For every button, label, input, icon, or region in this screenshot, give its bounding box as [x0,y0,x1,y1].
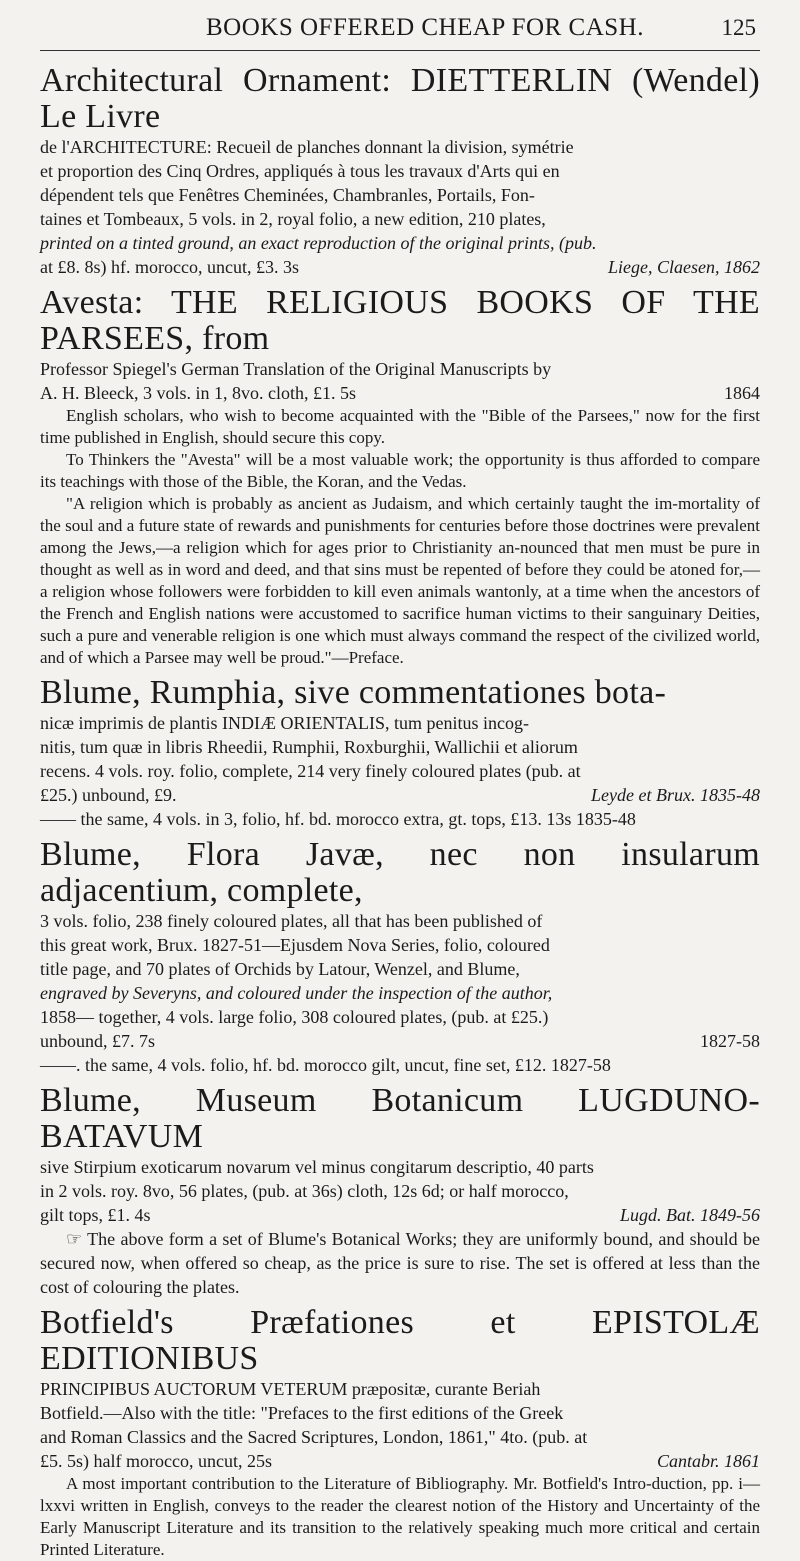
entry-avesta [40,285,760,669]
entry-line: A. H. Bleeck, 3 vols. in 1, 8vo. cloth, £1. 5s [40,383,356,403]
entry-line: and Roman Classics and the Sacred Scriptures, London, 1861," 4to. (pub. at [40,1427,588,1447]
running-title: BOOKS OFFERED CHEAP FOR CASH. [206,14,644,41]
page-number: 125 [721,15,756,40]
entry-blume-museum-botanicum [40,1083,760,1299]
entry-variant: —— the same, 4 vols. in 3, folio, hf. bd. morocco extra, gt. tops, £13. 13s 1835-48 [40,809,636,829]
entry-line: title page, and 70 plates of Orchids by Latour, Wenzel, and Blume, [40,959,520,979]
entry-botfield-praefationes [40,1305,760,1561]
entry-imprint: 1864 [724,383,760,403]
entry-line: Botfield.—Also with the title: "Prefaces to the first editions of the Greek [40,1403,564,1423]
entry-line: at £8. 8s) hf. morocco, uncut, £3. 3s [40,257,299,277]
entry-heading: Architectural Ornament: DIETTERLIN (Wendel) Le Livre [40,62,760,135]
entry-line: taines et Tombeaux, 5 vols. in 2, royal folio, a new edition, 210 plates, [40,209,546,229]
entry-variant: ——. the same, 4 vols. folio, hf. bd. morocco gilt, uncut, fine set, £12. 1827-58 [40,1055,611,1075]
entry-imprint: 1827-58 [700,1031,760,1051]
entry-imprint: Lugd. Bat. 1849-56 [619,1205,760,1225]
entry-line: £5. 5s) half morocco, uncut, 25s [40,1451,272,1471]
entry-line: 3 vols. folio, 238 finely coloured plates, all that has been published of [40,911,543,931]
entry-blume-flora-javae [40,837,760,1077]
entry-imprint: Leyde et Brux. 1835-48 [591,785,760,805]
entry-line: £25.) unbound, £9. [40,785,177,805]
entry-line: printed on a tinted ground, an exact reproduction of the original prints, (pub. [40,233,597,253]
entry-heading: Botfield's Præfationes et EPISTOLÆ EDITIONIBUS [40,1304,760,1377]
entry-line: 1858— together, 4 vols. large folio, 308 coloured plates, (pub. at £25.) [40,1007,549,1027]
entry-heading: Avesta: THE RELIGIOUS BOOKS OF THE PARSEES, from [40,284,760,357]
entry-note: English scholars, who wish to become acquainted with the "Bible of the Parsees," now for the first time published in English, should secure this copy. [40,406,760,447]
entry-line: PRINCIPIBUS AUCTORUM VETERUM præpositæ, curante Beriah [40,1379,541,1399]
entry-line: recens. 4 vols. roy. folio, complete, 214 very finely coloured plates (pub. at [40,761,581,781]
entry-imprint: Liege, Claesen, 1862 [608,257,760,277]
entry-heading: Blume, Flora Javæ, nec non insularum adjacentium, complete, [40,836,760,909]
entry-note: "A religion which is probably as ancient as Judaism, and which certainly taught the im-mortality of the soul and a future state of rewards and punishments for centuries before those doctrines were prevalent among the Jews,—a religion which for ages prior to Christianity an-nounced that men must be pure in thought as well as in word and deed, and that sins must be repented of before they could be atoned for,—a religion whose followers were forbidden to kill even animals wantonly, at a time when the ancestors of the French and English nations were accustomed to sacrifice human victims to their sanguinary Deities, such a pure and venerable religion is one which must always command the respect of the civilized world, and of which a Parsee may well be proud."—Preface. [40,494,760,667]
entry-heading: Blume, Museum Botanicum LUGDUNO-BATAVUM [40,1082,760,1155]
page-header [40,14,760,42]
entry-line: unbound, £7. 7s [40,1031,156,1051]
entry-imprint: Cantabr. 1861 [656,1451,760,1471]
entry-line: nitis, tum quæ in libris Rheedii, Rumphii, Roxburghii, Wallichii et aliorum [40,737,578,757]
entry-line: de l'ARCHITECTURE: Recueil de planches donnant la division, symétrie [40,137,574,157]
entry-heading: Blume, Rumphia, sive commentationes bota- [40,674,667,711]
entry-note: ☞ The above form a set of Blume's Botanical Works; they are uniformly bound, and should be secured now, when offered so cheap, as the price is sure to rise. The set is offered at less than the cost of colouring the plates. [40,1229,760,1297]
entry-line: this great work, Brux. 1827-51—Ejusdem Nova Series, folio, coloured [40,935,550,955]
entry-architectural-ornament [40,63,760,279]
entry-line: sive Stirpium exoticarum novarum vel minus congitarum descriptio, 40 parts [40,1157,594,1177]
entry-blume-rumphia [40,675,760,831]
header-rule [40,50,760,51]
entry-line: engraved by Severyns, and coloured under the inspection of the author, [40,983,553,1003]
entry-line: dépendent tels que Fenêtres Cheminées, Chambranles, Portails, Fon- [40,185,535,205]
entry-line: et proportion des Cinq Ordres, appliqués à tous les travaux d'Arts qui en [40,161,560,181]
entry-line: nicæ imprimis de plantis INDIÆ ORIENTALIS, tum penitus incog- [40,713,530,733]
entry-line: in 2 vols. roy. 8vo, 56 plates, (pub. at 36s) cloth, 12s 6d; or half morocco, [40,1181,569,1201]
entry-line: Professor Spiegel's German Translation of the Original Manuscripts by [40,359,552,379]
entry-line: gilt tops, £1. 4s [40,1205,151,1225]
entry-note: A most important contribution to the Literature of Bibliography. Mr. Botfield's Intro-duction, pp. i—lxxvi written in English, conveys to the reader the clearest notion of the History and Uncertainty of the Early Manuscript Literature and its transition to the relatively speaking much more critical and certain Printed Literature. [40,1474,760,1559]
entry-note: To Thinkers the "Avesta" will be a most valuable work; the opportunity is thus afforded to compare its teachings with those of the Bible, the Koran, and the Vedas. [40,450,760,491]
